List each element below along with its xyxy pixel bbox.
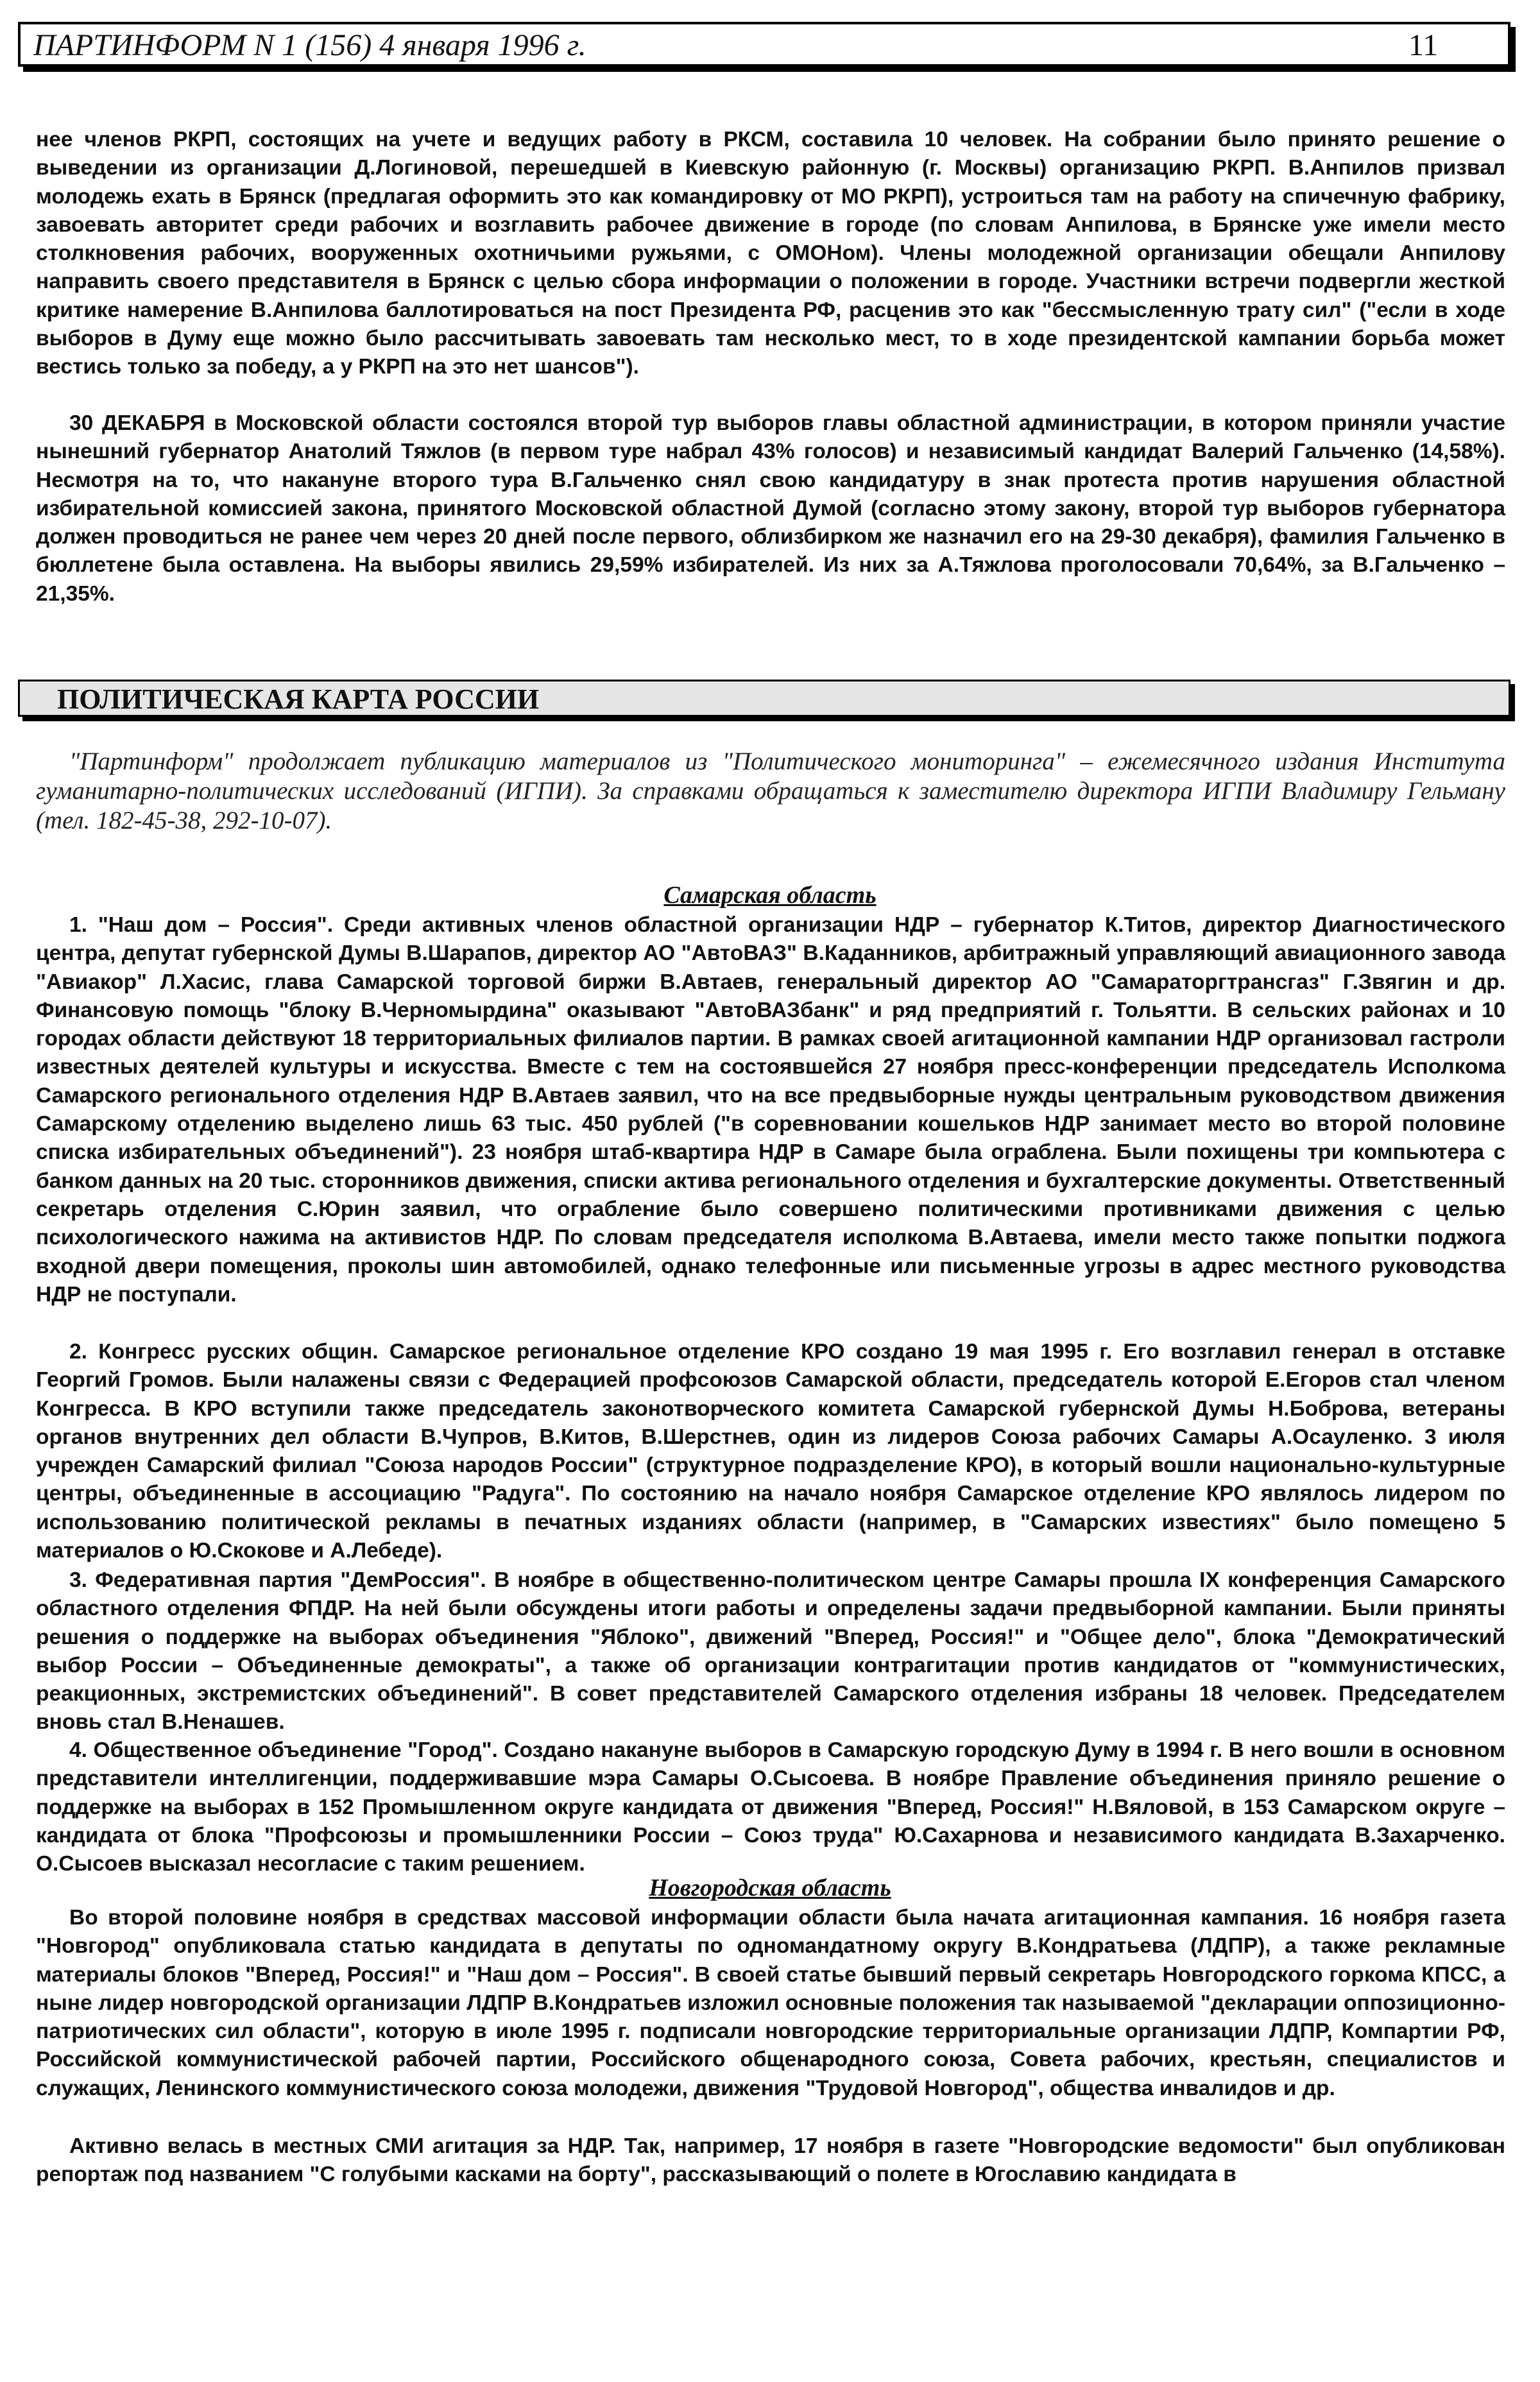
section-title: ПОЛИТИЧЕСКАЯ КАРТА РОССИИ xyxy=(57,683,540,715)
continued-paragraph: нее членов РКРП, состоящих на учете и ведущих работу в РКСМ, составила 10 человек. На собрании было принято решение о выведении из организации Д.Логиновой, перешедшей в Киевскую районную (г. Москвы) организацию РКРП. В.Анпилов призвал молодежь ехать в Брянск (предлагая оформить это как командировку от МО РКРП), устроиться там на работу на спичечную фабрику, завоевать авторитет среди рабочих и возглавить рабочее движение в городе (по словам Анпилова, в Брянске уже имели место столкновения рабочих, вооруженных охотничьими ружьями, с ОМОНом). Члены молодежной организации обещали Анпилову направить своего представителя в Брянск с целью сбора информации о положении в городе. Участники встречи подвергли жесткой критике намерение В.Анпилова баллотироваться на пост Президента РФ, расценив это как "бессмысленную трату сил" ("если в ходе выборов в Думу еще можно было рассчитывать завоевать там несколько мест, то в ходе президентской кампании борьба может вестись только за победу, а у РКРП на это нет шансов"). xyxy=(36,128,1505,379)
moscow-region-paragraph: 30 ДЕКАБРЯ в Московской области состоялся второй тур выборов главы областной администрации, в котором приняли участие нынешний губернатор Анатолий Тяжлов (в первом туре набрал 43% голосов) и независимый кандидат Валерий Гальченко (14,58%). Несмотря на то, что накануне второго тура В.Гальченко снял свою кандидатуру в знак протеста против нарушения областной избирательной комиссией закона, принятого Московской областной Думой (согласно этому закону, второй тур выборов губернатора должен проводиться не ранее чем через 20 дней после первого, облизбирком же назначил его на 29-30 декабря), фамилия Гальченко в бюллетене была оставлена. На выборы явились 29,59% избирателей. Из них за А.Тяжлова проголосовали 70,64%, за В.Гальченко – 21,35%. xyxy=(36,411,1505,606)
page-number: 11 xyxy=(1408,28,1439,62)
running-header xyxy=(18,22,1510,67)
samara-item: 2. Конгресс русских общин. Самарское региональное отделение КРО создано 19 мая 1995 г. Его возглавил генерал в отставке Георгий Громов. Были налажены связи с Федерацией профсоюзов Самарской области, председатель которой Е.Егоров стал членом Конгресса. В КРО вступили также председатель законотворческого комитета Самарской губернской Думы Н.Боброва, ветераны органов внутренних дел области В.Чупров, В.Китов, В.Шерстнев, один из лидеров Союза рабочих Самары А.Осауленко. 3 июля учрежден Самарский филиал "Союза народов России" (структурное подразделение КРО), в который вошли национально-культурные центры, объединенные в ассоциацию "Радуга". По состоянию на начало ноября Самарское отделение КРО являлось лидером по использованию политической рекламы в печатных изданиях области (например, в "Самарских известиях" было помещено 5 материалов о Ю.Скокове и А.Лебеде). xyxy=(36,1340,1505,1563)
samara-item: 1. "Наш дом – Россия". Среди активных членов областной организации НДР – губернатор К.Титов, директор Диагностического центра, депутат губернской Думы В.Шарапов, директор АО "АвтоВАЗ" В.Каданников, арбитражный управляющий авиационного завода "Авиакор" Л.Хасис, глава Самарской торговой биржи В.Автаев, генеральный директор АО "Самараторгтрансгаз" Г.Звягин и др. Финансовую помощь "блоку В.Черномырдина" оказывают "АвтоВАЗбанк" и ряд предприятий г. Тольятти. В сельских районах и 10 городах области действуют 18 территориальных филиалов партии. В рамках своей агитационной кампании НДР организовал гастроли известных деятелей культуры и искусства. Вместе с тем на состоявшейся 27 ноября пресс-конференции председатель Исполкома Самарского регионального отделения НДР В.Автаев заявил, что на все предвыборные нужды центральным руководством движения Самарскому отделению выделено лишь 63 тыс. 450 рублей ("в соревновании кошельков НДР занимает место во второй половине списка избирательных объединений"). 23 ноября штаб-квартира НДР в Самаре была ограблена. Были похищены три компьютера с банком данных на 20 тыс. сторонников движения, списки актива регионального отделения и бухгалтерские документы. Ответственный секретарь отделения С.Юрин заявил, что ограбление было совершено политическими противниками движения с целью психологического нажима на активистов НДР. По словам председателя исполкома В.Автаева, имели место также попытки поджога входной двери помещения, проколы шин автомобилей, однако телефонные или письменные угрозы в адрес местного руководства НДР не поступали. xyxy=(36,913,1505,1307)
samara-item: 4. Общественное объединение "Город". Создано накануне выборов в Самарскую городскую Думу в 1994 г. В него вошли в основном представители интеллигенции, поддерживавшие мэра Самары О.Сысоева. В ноябре Правление объединения приняло решение о поддержке на выборах в 152 Промышленном округе кандидата от движения "Вперед, Россия!" Н.Вяловой, в 153 Самарском округе – кандидата от блока "Профсоюзы и промышленники России – Союз труда" Ю.Сахарнова и независимого кандидата В.Захарченко. О.Сысоев высказал несогласие с таким решением. xyxy=(36,1738,1505,1876)
publication-title: ПАРТИНФОРМ N 1 (156) 4 января 1996 г. xyxy=(33,28,586,62)
section-banner xyxy=(18,680,1510,717)
section-intro: "Партинформ" продолжает публикацию материалов из "Политического мониторинга" – ежемесячного издания Института гуманитарно-политических исследований (ИГПИ). За справками обращаться к заместителю директора ИГПИ Владимиру Гельману (тел. 182-45-38, 292-10-07). xyxy=(36,748,1505,834)
samara-item: 3. Федеративная партия "ДемРоссия". В ноябре в общественно-политическом центре Самары прошла IX конференция Самарского областного отделения ФПДР. На ней были обсуждены итоги работы и определены задачи предвыборной кампании. Были приняты решения о поддержке на выборах объединения "Яблоко", движений "Вперед, Россия!" и "Общее дело", блока "Демократический выбор России – Объединенные демократы", а также об организации контрагитации против кандидатов от "коммунистических, реакционных, экстремистских объединений". В совет представителей Самарского отделения избраны 18 человек. Председателем вновь стал В.Ненашев. xyxy=(36,1568,1505,1735)
region-heading-novgorod: Новгородская область xyxy=(649,1874,891,1901)
region-heading-samara: Самарская область xyxy=(663,882,877,909)
novgorod-item: Во второй половине ноября в средствах массовой информации области была начата агитационная кампания. 16 ноября газета "Новгород" опубликовала статью кандидата в депутаты по одномандатному округу В.Кондратьева (ЛДПР), а также рекламные материалы блоков "Вперед, Россия!" и "Наш дом – Россия". В своей статье бывший первый секретарь Новгородского горкома КПСС, а ныне лидер новгородской организации ЛДПР В.Кондратьев изложил основные положения так называемой "декларации оппозиционно-патриотических сил области", которую в июле 1995 г. подписали новгородские территориальные организации ЛДПР, Компартии РФ, Российской коммунистической рабочей партии, Российского общенародного союза, Совета рабочих, крестьян, специалистов и служащих, Ленинского коммунистического союза молодежи, движения "Трудовой Новгород", общества инвалидов и др. xyxy=(36,1906,1505,2100)
novgorod-item: Активно велась в местных СМИ агитация за НДР. Так, например, 17 ноября в газете "Новгородские ведомости" был опубликован репортаж под названием "С голубыми касками на борту", рассказывающий о полете в Югославию кандидата в xyxy=(36,2134,1505,2187)
